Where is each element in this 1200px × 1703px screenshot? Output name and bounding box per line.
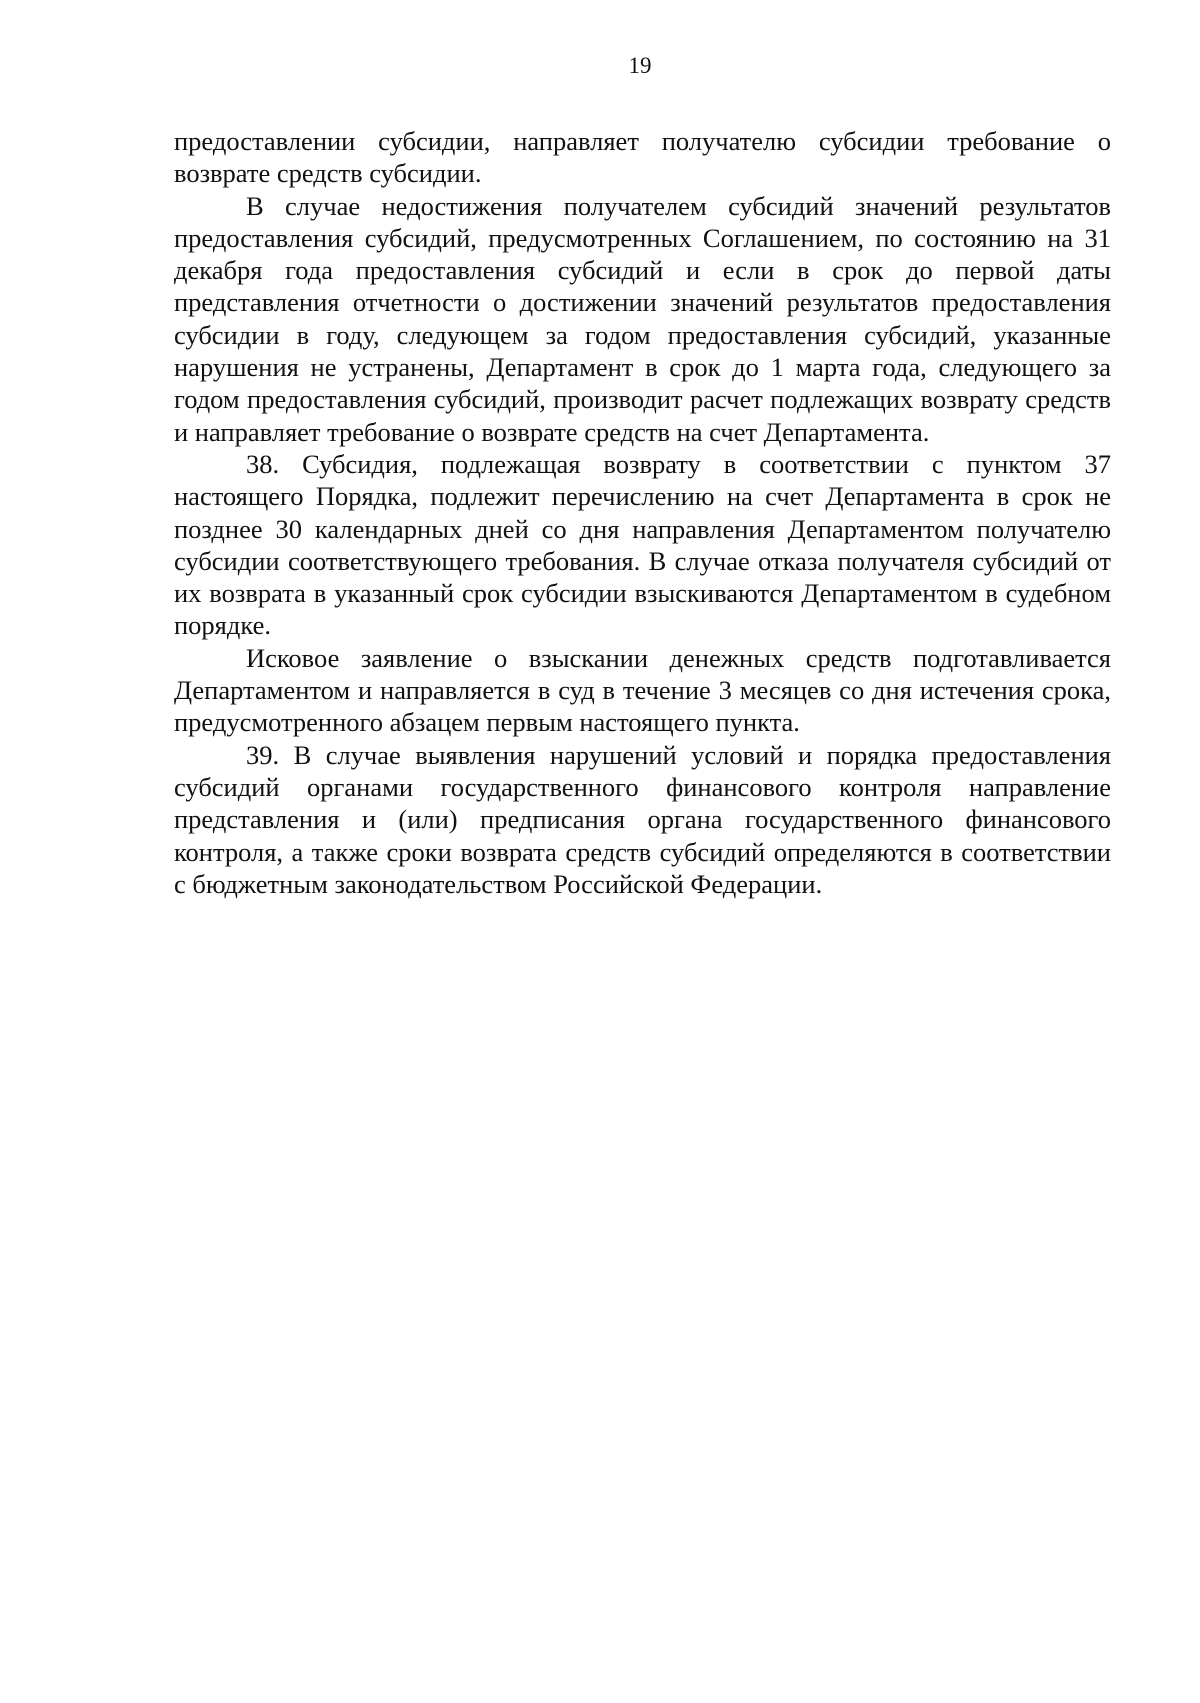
paragraph-item-38: 38. Субсидия, подлежащая возврату в соответствии с пунктом 37 настоящего Порядка, подлежит перечислению на счет Департамента в срок не позднее 30 календарных дней со дня направления Департаментом получателю субсидии соответствующего требования. В случае отказа получателя субсидий от их возврата в указанный срок субсидии взыскиваются Департаментом в судебном порядке. xyxy=(174,448,1111,641)
paragraph-claim-statement: Исковое заявление о взыскании денежных средств подготавливается Департаментом и направляется в суд в течение 3 месяцев со дня истечения срока, предусмотренного абзацем первым настоящего пункта. xyxy=(174,642,1111,738)
paragraph-non-achievement: В случае недостижения получателем субсидий значений результатов предоставления субсидий, предусмотренных Соглашением, по состоянию на 31 декабря года предоставления субсидий и если в срок до первой даты представления отчетности о достижении значений результатов предоставления субсидии в году, следующем за годом предоставления субсидий, указанные нарушения не устранены, Департамент в срок до 1 марта года, следующего за годом предоставления субсидий, производит расчет подлежащих возврату средств и направляет требование о возврате средств на счет Департамента. xyxy=(174,190,1111,447)
page-number: 19 xyxy=(628,53,652,78)
paragraph-item-39: 39. В случае выявления нарушений условий и порядка предоставления субсидий органами государственного финансового контроля направление представления и (или) предписания органа государственного финансового контроля, а также сроки возврата средств субсидий определяются в соответствии с бюджетным законодательством Российской Федерации. xyxy=(174,739,1111,899)
document-body xyxy=(174,125,1111,900)
paragraph-continuation: предоставлении субсидии, направляет получателю субсидии требование о возврате средств субсидии. xyxy=(174,126,1111,189)
